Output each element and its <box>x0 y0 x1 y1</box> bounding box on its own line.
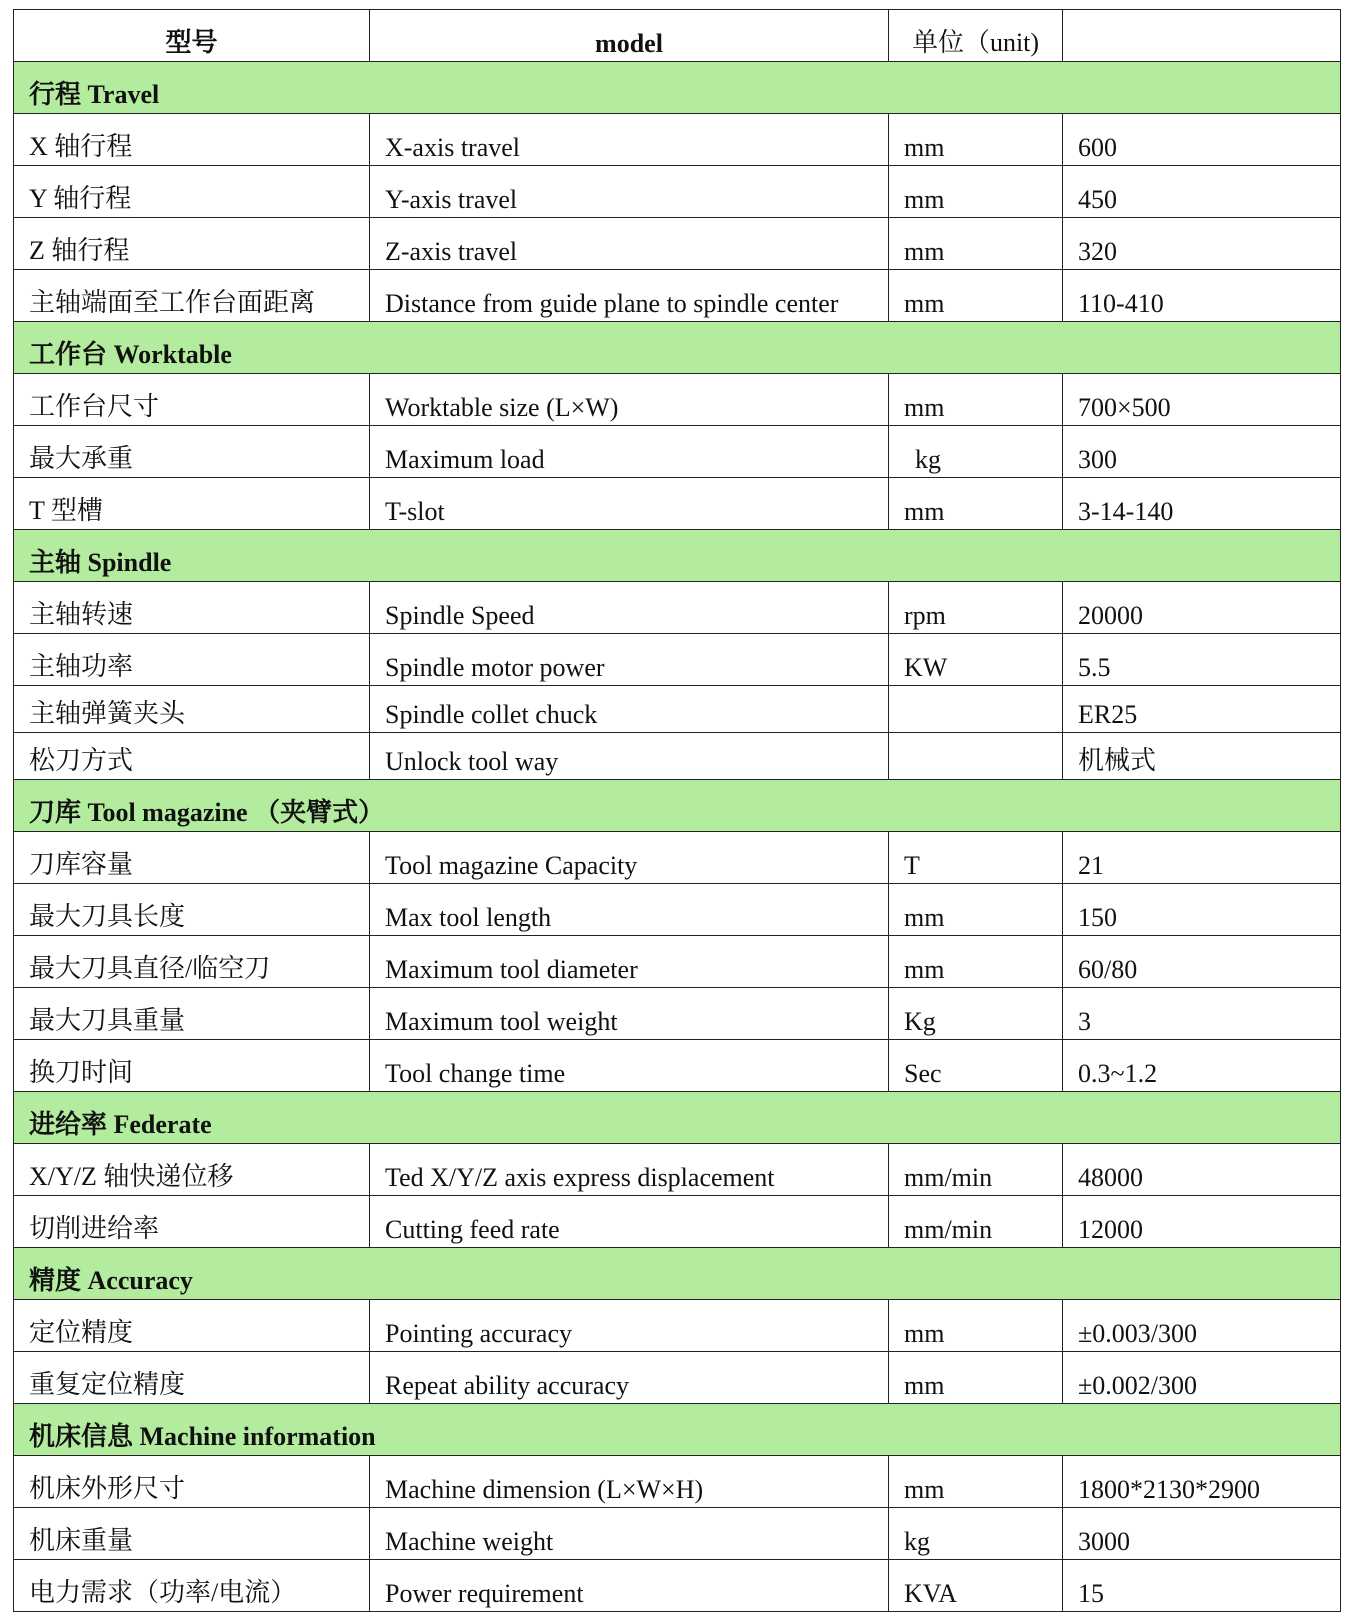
header-value <box>1063 10 1341 62</box>
cell-unit: T <box>889 832 1063 884</box>
cell-value: 3000 <box>1063 1508 1341 1560</box>
cell-cn: 切削进给率 <box>14 1196 370 1248</box>
cell-value: 300 <box>1063 426 1341 478</box>
section-row <box>14 322 1341 374</box>
cell-value: ±0.002/300 <box>1063 1352 1341 1404</box>
cell-en: Spindle Speed <box>370 582 889 634</box>
section-row <box>14 1404 1341 1456</box>
cell-cn: 最大刀具直径/临空刀 <box>14 936 370 988</box>
cell-unit: mm/min <box>889 1144 1063 1196</box>
cell-value: 600 <box>1063 114 1341 166</box>
cell-cn: 定位精度 <box>14 1300 370 1352</box>
spec-table <box>13 9 1341 1612</box>
table-row <box>14 733 1341 780</box>
cell-value: 12000 <box>1063 1196 1341 1248</box>
table-row <box>14 1508 1341 1560</box>
section-title: 主轴 Spindle <box>14 530 1341 582</box>
cell-unit <box>889 686 1063 733</box>
cell-value: 0.3~1.2 <box>1063 1040 1341 1092</box>
cell-en: X-axis travel <box>370 114 889 166</box>
table-row <box>14 1300 1341 1352</box>
cell-cn: 最大刀具重量 <box>14 988 370 1040</box>
cell-en: Unlock tool way <box>370 733 889 780</box>
cell-value: 3-14-140 <box>1063 478 1341 530</box>
cell-value: 15 <box>1063 1560 1341 1612</box>
spec-table-body <box>14 10 1341 1612</box>
cell-value: 1800*2130*2900 <box>1063 1456 1341 1508</box>
cell-cn: T 型槽 <box>14 478 370 530</box>
cell-unit: Sec <box>889 1040 1063 1092</box>
cell-unit: mm <box>889 1352 1063 1404</box>
section-title: 进给率 Federate <box>14 1092 1341 1144</box>
cell-en: Maximum tool weight <box>370 988 889 1040</box>
cell-value: 110-410 <box>1063 270 1341 322</box>
table-row <box>14 374 1341 426</box>
cell-cn: 主轴弹簧夹头 <box>14 686 370 733</box>
cell-en: Maximum tool diameter <box>370 936 889 988</box>
table-row <box>14 1144 1341 1196</box>
cell-value: ER25 <box>1063 686 1341 733</box>
cell-cn: 机床外形尺寸 <box>14 1456 370 1508</box>
section-title: 精度 Accuracy <box>14 1248 1341 1300</box>
cell-cn: 松刀方式 <box>14 733 370 780</box>
cell-en: Spindle collet chuck <box>370 686 889 733</box>
cell-en: Maximum load <box>370 426 889 478</box>
cell-unit: Kg <box>889 988 1063 1040</box>
section-row <box>14 1092 1341 1144</box>
cell-cn: 电力需求（功率/电流） <box>14 1560 370 1612</box>
cell-unit: mm <box>889 884 1063 936</box>
cell-en: Ted X/Y/Z axis express displacement <box>370 1144 889 1196</box>
table-row <box>14 270 1341 322</box>
cell-unit: KW <box>889 634 1063 686</box>
cell-cn: 刀库容量 <box>14 832 370 884</box>
cell-unit: mm <box>889 478 1063 530</box>
cell-en: Pointing accuracy <box>370 1300 889 1352</box>
table-row <box>14 166 1341 218</box>
cell-value: 20000 <box>1063 582 1341 634</box>
cell-cn: 主轴功率 <box>14 634 370 686</box>
cell-cn: 重复定位精度 <box>14 1352 370 1404</box>
cell-value: 3 <box>1063 988 1341 1040</box>
section-title: 刀库 Tool magazine （夹臂式） <box>14 780 1341 832</box>
cell-unit: mm <box>889 218 1063 270</box>
cell-value: 机械式 <box>1063 733 1341 780</box>
cell-cn: 主轴端面至工作台面距离 <box>14 270 370 322</box>
table-row <box>14 884 1341 936</box>
table-row <box>14 114 1341 166</box>
cell-en: Tool magazine Capacity <box>370 832 889 884</box>
cell-unit: mm <box>889 1300 1063 1352</box>
cell-en: Distance from guide plane to spindle center <box>370 270 889 322</box>
cell-cn: X 轴行程 <box>14 114 370 166</box>
section-title: 工作台 Worktable <box>14 322 1341 374</box>
header-cn: 型号 <box>14 10 370 62</box>
cell-en: T-slot <box>370 478 889 530</box>
table-row <box>14 426 1341 478</box>
cell-cn: 机床重量 <box>14 1508 370 1560</box>
table-row <box>14 1040 1341 1092</box>
cell-en: Repeat ability accuracy <box>370 1352 889 1404</box>
table-row <box>14 634 1341 686</box>
section-row <box>14 1248 1341 1300</box>
table-row <box>14 478 1341 530</box>
section-row <box>14 62 1341 114</box>
cell-unit: mm <box>889 1456 1063 1508</box>
cell-unit: kg <box>889 1508 1063 1560</box>
cell-en: Cutting feed rate <box>370 1196 889 1248</box>
header-unit: 单位（unit) <box>889 10 1063 62</box>
header-model: model <box>370 10 889 62</box>
cell-cn: 最大承重 <box>14 426 370 478</box>
table-row <box>14 218 1341 270</box>
cell-unit: KVA <box>889 1560 1063 1612</box>
section-title: 行程 Travel <box>14 62 1341 114</box>
table-row <box>14 686 1341 733</box>
section-row <box>14 780 1341 832</box>
table-row <box>14 1456 1341 1508</box>
table-row <box>14 1196 1341 1248</box>
table-row <box>14 832 1341 884</box>
cell-cn: 最大刀具长度 <box>14 884 370 936</box>
cell-en: Machine weight <box>370 1508 889 1560</box>
cell-en: Y-axis travel <box>370 166 889 218</box>
cell-en: Worktable size (L×W) <box>370 374 889 426</box>
table-row <box>14 582 1341 634</box>
cell-value: ±0.003/300 <box>1063 1300 1341 1352</box>
table-row <box>14 936 1341 988</box>
cell-value: 60/80 <box>1063 936 1341 988</box>
cell-unit: mm <box>889 114 1063 166</box>
cell-unit: rpm <box>889 582 1063 634</box>
section-title: 机床信息 Machine information <box>14 1404 1341 1456</box>
header-row <box>14 10 1341 62</box>
cell-en: Max tool length <box>370 884 889 936</box>
table-row <box>14 1560 1341 1612</box>
cell-value: 320 <box>1063 218 1341 270</box>
cell-cn: Y 轴行程 <box>14 166 370 218</box>
cell-cn: 工作台尺寸 <box>14 374 370 426</box>
cell-cn: 换刀时间 <box>14 1040 370 1092</box>
cell-cn: Z 轴行程 <box>14 218 370 270</box>
cell-value: 48000 <box>1063 1144 1341 1196</box>
cell-value: 21 <box>1063 832 1341 884</box>
cell-unit <box>889 733 1063 780</box>
cell-value: 5.5 <box>1063 634 1341 686</box>
cell-unit: kg <box>889 426 1063 478</box>
cell-unit: mm <box>889 936 1063 988</box>
cell-value: 700×500 <box>1063 374 1341 426</box>
cell-cn: 主轴转速 <box>14 582 370 634</box>
cell-en: Z-axis travel <box>370 218 889 270</box>
table-row <box>14 1352 1341 1404</box>
cell-en: Spindle motor power <box>370 634 889 686</box>
cell-unit: mm/min <box>889 1196 1063 1248</box>
cell-en: Power requirement <box>370 1560 889 1612</box>
cell-cn: X/Y/Z 轴快递位移 <box>14 1144 370 1196</box>
table-row <box>14 988 1341 1040</box>
cell-unit: mm <box>889 166 1063 218</box>
cell-value: 150 <box>1063 884 1341 936</box>
cell-en: Machine dimension (L×W×H) <box>370 1456 889 1508</box>
section-row <box>14 530 1341 582</box>
cell-unit: mm <box>889 270 1063 322</box>
cell-value: 450 <box>1063 166 1341 218</box>
cell-unit: mm <box>889 374 1063 426</box>
cell-en: Tool change time <box>370 1040 889 1092</box>
